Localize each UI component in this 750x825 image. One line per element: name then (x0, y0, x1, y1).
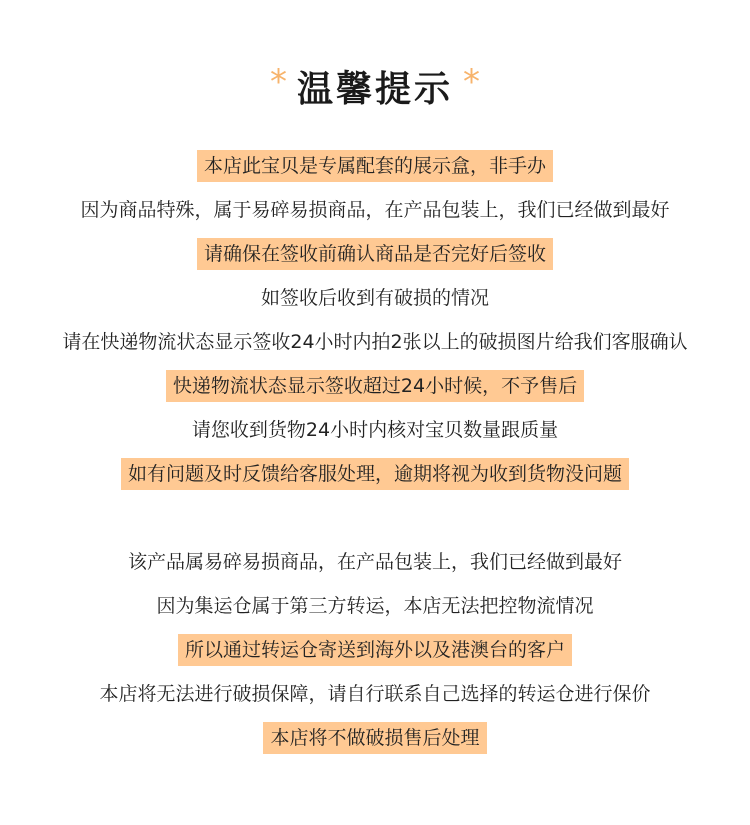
notice-line-13-text: 本店将不做破损售后处理 (263, 722, 486, 754)
notice-line-6 (0, 370, 750, 402)
notice-line-7-text: 请您收到货物24小时内核对宝贝数量跟质量 (191, 419, 559, 441)
notice-line-8-text: 如有问题及时反馈给客服处理，逾期将视为收到货物没问题 (121, 458, 629, 490)
notice-line-5 (0, 326, 750, 358)
notice-line-1-text: 本店此宝贝是专属配套的展示盒，非手办 (197, 150, 553, 182)
notice-line-8 (0, 458, 750, 490)
notice-line-12 (0, 678, 750, 710)
notice-line-10-text: 因为集运仓属于第三方转运，本店无法把控物流情况 (156, 595, 594, 617)
page-title: 温馨提示 (296, 68, 453, 110)
notice-line-11-text: 所以通过转运仓寄送到海外以及港澳台的客户 (178, 634, 572, 666)
notice-line-12-text: 本店将无法进行破损保障，请自行联系自己选择的转运仓进行保价 (99, 683, 651, 705)
notice-header (0, 58, 750, 114)
notice-line-13 (0, 722, 750, 754)
notice-line-6-text: 快递物流状态显示签收超过24小时候，不予售后 (166, 370, 584, 402)
notice-line-3 (0, 238, 750, 270)
notice-line-5-text: 请在快递物流状态显示签收24小时内拍2张以上的破损图片给我们客服确认 (62, 331, 688, 353)
star-right-icon: * (463, 62, 480, 102)
notice-line-7 (0, 414, 750, 446)
notice-line-4-text: 如签收后收到有破损的情况 (260, 287, 489, 309)
notice-line-1 (0, 150, 750, 182)
notice-line-2 (0, 194, 750, 226)
notice-line-9-text: 该产品属易碎易损商品，在产品包装上，我们已经做到最好 (127, 551, 622, 573)
notice-line-4 (0, 282, 750, 314)
notice-line-11 (0, 634, 750, 666)
notice-line-2-text: 因为商品特殊，属于易碎易损商品，在产品包装上，我们已经做到最好 (80, 199, 670, 221)
star-left-icon: * (269, 62, 287, 102)
notice-line-9 (0, 546, 750, 578)
notice-line-10 (0, 590, 750, 622)
notice-line-3-text: 请确保在签收前确认商品是否完好后签收 (197, 238, 553, 270)
